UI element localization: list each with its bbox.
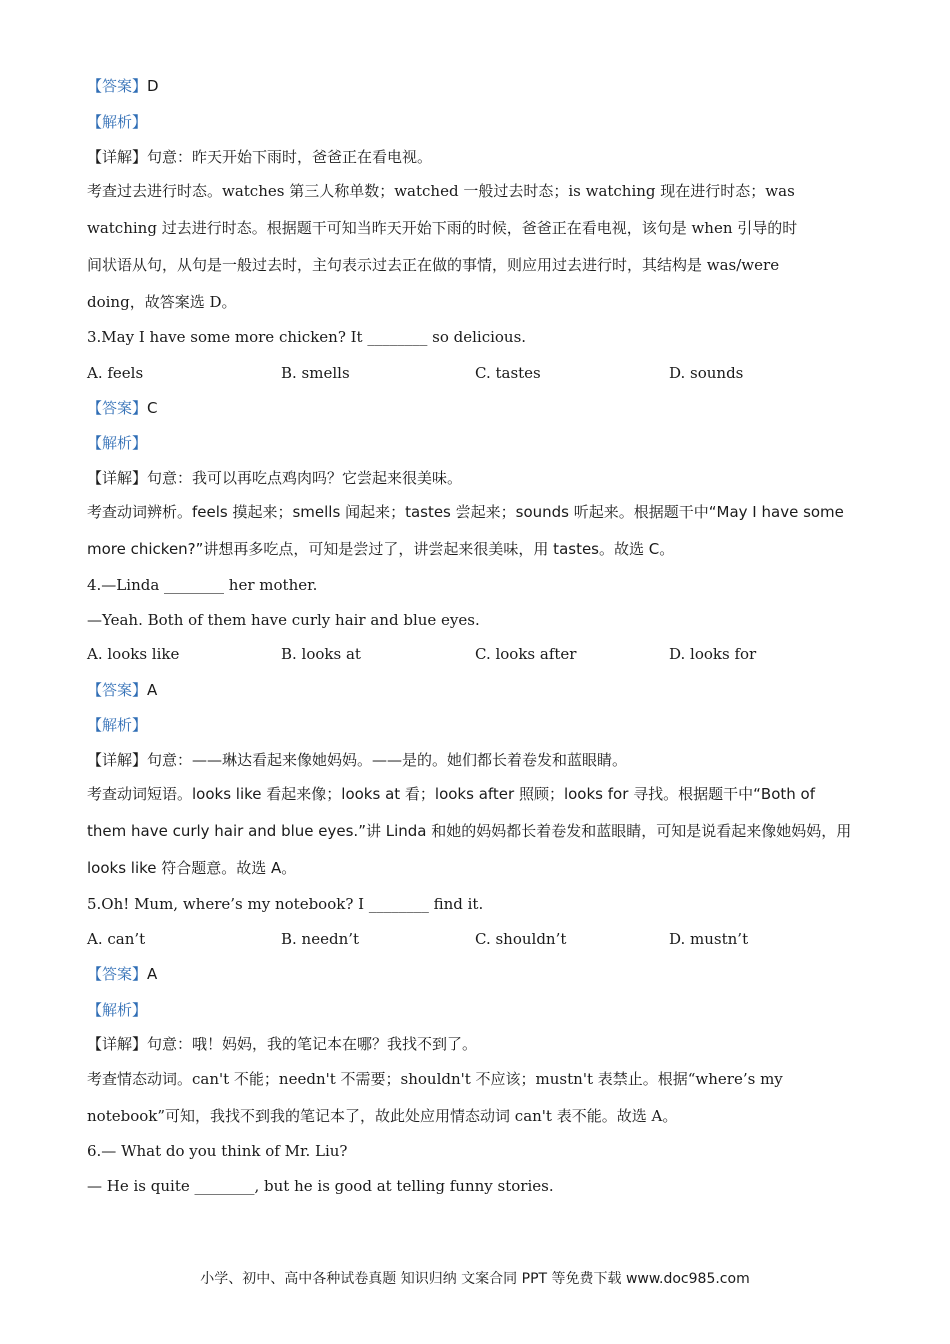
option-b: B. needn’t <box>281 930 360 948</box>
answer-value: D <box>147 77 159 95</box>
option-b: B. smells <box>281 364 350 382</box>
detail-line: 【详解】句意：昨天开始下雨时，爸爸正在看电视。 <box>87 148 433 166</box>
explanation-line: looks like 符合题意。故选 A。 <box>87 859 297 877</box>
answer-line <box>87 964 867 984</box>
answer-line <box>87 398 867 418</box>
answer-value: C <box>147 399 158 417</box>
question-4-reply: —Yeah. Both of them have curly hair and blue eyes. <box>87 611 480 629</box>
answer-line <box>87 76 867 96</box>
analysis-tag: 【解析】 <box>87 716 148 734</box>
analysis-tag: 【解析】 <box>87 434 148 452</box>
analysis-tag: 【解析】 <box>87 1001 148 1019</box>
options-row <box>87 644 867 664</box>
answer-value: A <box>147 681 158 699</box>
explanation-line: them have curly hair and blue eyes.”讲 Linda 和她的妈妈都长着卷发和蓝眼睛，可知是说看起来像她妈妈，用 <box>87 822 852 840</box>
answer-tag: 【答案】 <box>87 77 148 95</box>
detail-line: 【详解】句意：——琳达看起来像她妈妈。——是的。她们都长着卷发和蓝眼睛。 <box>87 751 628 769</box>
option-a: A. can’t <box>87 930 146 948</box>
options-row <box>87 929 867 949</box>
explanation-line: 间状语从句，从句是一般过去时，主句表示过去正在做的事情，则应用过去进行时，其结构是 was/were <box>87 256 780 274</box>
question-4: 4.—Linda ________ her mother. <box>87 576 318 594</box>
detail-line: 【详解】句意：哦！妈妈，我的笔记本在哪？我找不到了。 <box>87 1035 478 1053</box>
explanation-line: notebook”可知，我找不到我的笔记本了，故此处应用情态动词 can't 表不能。故选 A。 <box>87 1107 678 1125</box>
question-6-reply: — He is quite ________, but he is good at telling funny stories. <box>87 1177 554 1195</box>
answer-tag: 【答案】 <box>87 399 148 417</box>
option-d: D. sounds <box>669 364 744 382</box>
option-c: C. looks after <box>475 645 577 663</box>
answer-value: A <box>147 965 158 983</box>
explanation-line: 考查动词辨析。feels 摸起来；smells 闻起来；tastes 尝起来；sounds 听起来。根据题干中“May I have some <box>87 503 844 521</box>
answer-tag: 【答案】 <box>87 965 148 983</box>
analysis-tag: 【解析】 <box>87 113 148 131</box>
page-footer: 小学、初中、高中各种试卷真题 知识归纳 文案合同 PPT 等免费下载 www.doc985.com <box>200 1271 750 1287</box>
option-c: C. shouldn’t <box>475 930 567 948</box>
explanation-line: 考查过去进行时态。watches 第三人称单数；watched 一般过去时态；is watching 现在进行时态；was <box>87 182 795 200</box>
question-3: 3.May I have some more chicken? It ________ so delicious. <box>87 328 527 346</box>
answer-line <box>87 680 867 700</box>
option-a: A. looks like <box>87 645 180 663</box>
explanation-line: watching 过去进行时态。根据题干可知当昨天开始下雨的时候，爸爸正在看电视，该句是 when 引导的时 <box>87 219 798 237</box>
option-a: A. feels <box>87 364 144 382</box>
explanation-line: doing，故答案选 D。 <box>87 293 237 311</box>
explanation-line: 考查动词短语。looks like 看起来像；looks at 看；looks after 照顾；looks for 寻找。根据题干中“Both of <box>87 785 815 803</box>
option-d: D. mustn’t <box>669 930 749 948</box>
explanation-line: 考查情态动词。can't 不能；needn't 不需要；shouldn't 不应该；mustn't 表禁止。根据“where’s my <box>87 1070 783 1088</box>
answer-tag: 【答案】 <box>87 681 148 699</box>
detail-line: 【详解】句意：我可以再吃点鸡肉吗？它尝起来很美味。 <box>87 469 463 487</box>
option-c: C. tastes <box>475 364 541 382</box>
explanation-line: more chicken?”讲想再多吃点，可知是尝过了，讲尝起来很美味，用 tastes。故选 C。 <box>87 540 675 558</box>
options-row <box>87 363 867 383</box>
option-b: B. looks at <box>281 645 361 663</box>
option-d: D. looks for <box>669 645 757 663</box>
question-6: 6.— What do you think of Mr. Liu? <box>87 1142 348 1160</box>
question-5: 5.Oh! Mum, where’s my notebook? I ________ find it. <box>87 895 484 913</box>
